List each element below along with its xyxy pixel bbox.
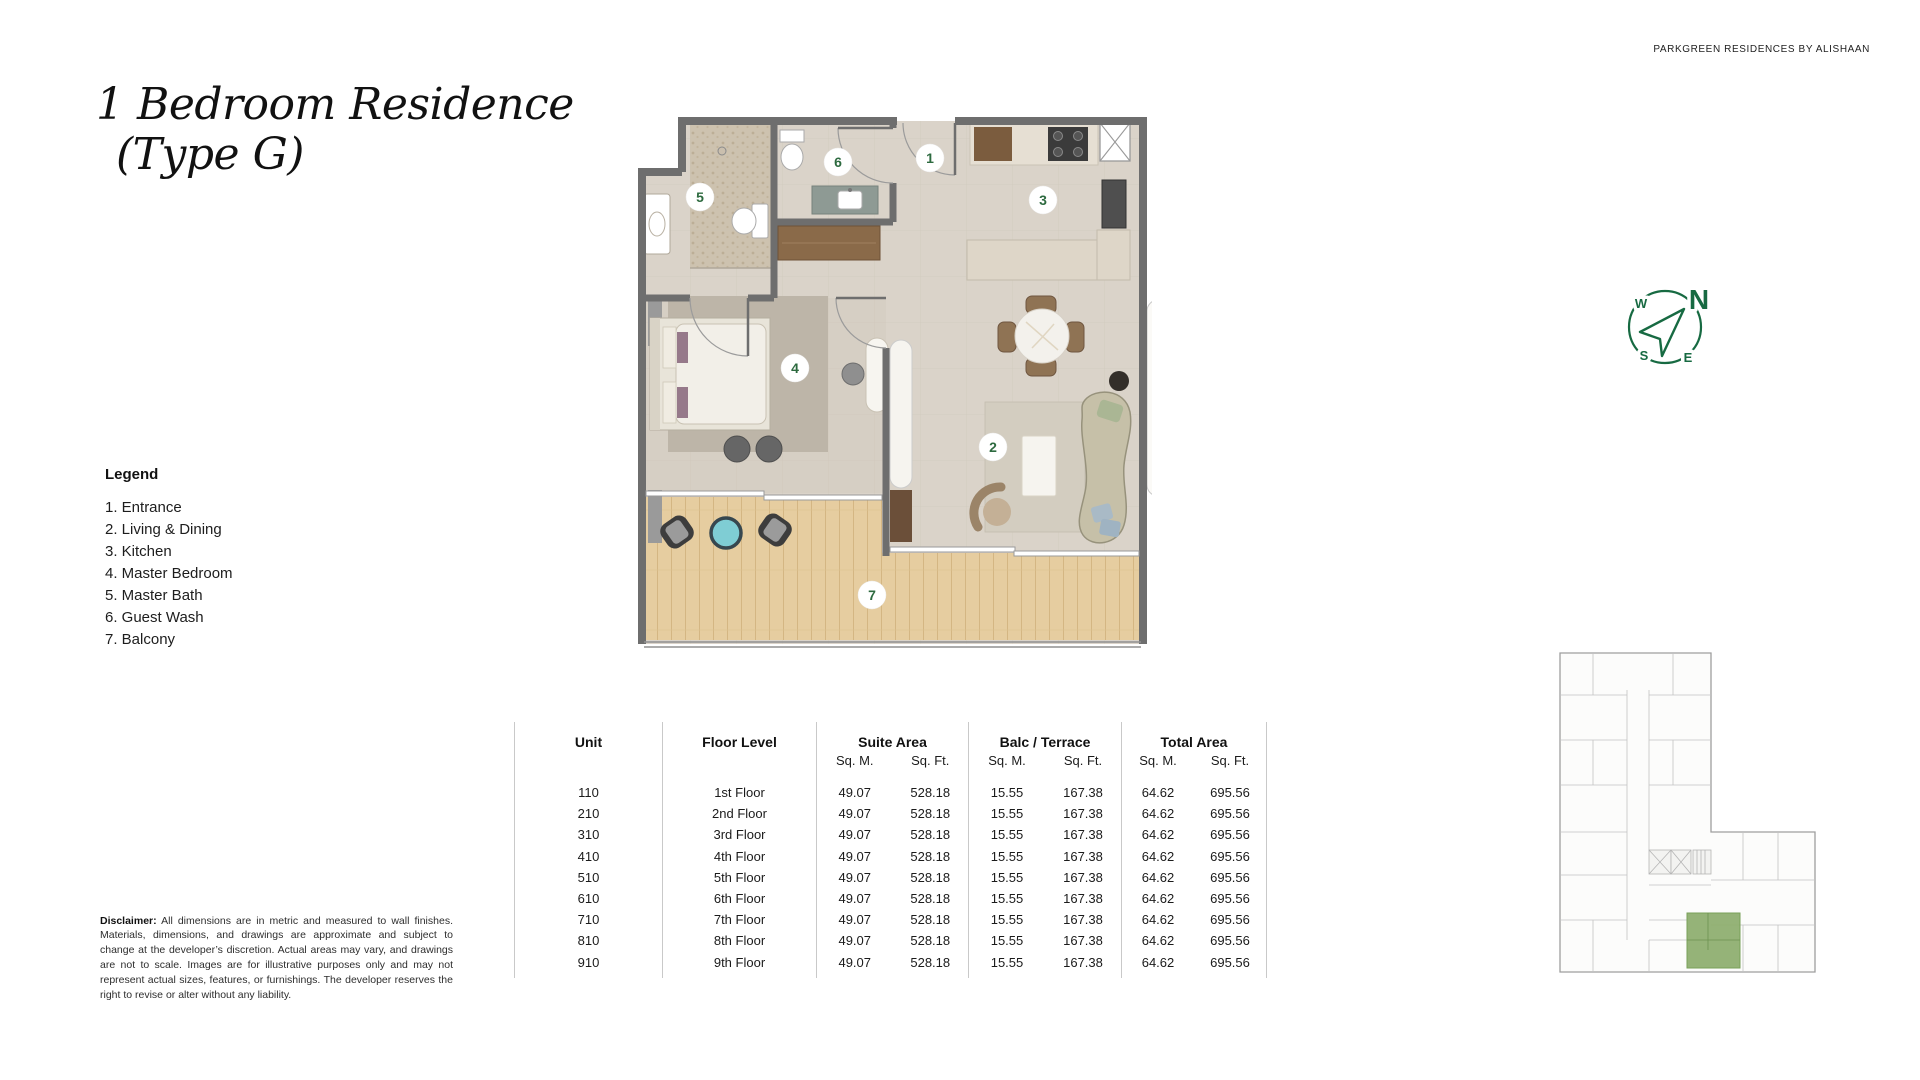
table-row-cell: 15.55 167.38 [990,912,1103,928]
marker-2 [979,433,1007,461]
table-row-cell: 9th Floor [713,954,766,970]
legend-item: 1. Entrance [105,499,182,516]
table-row-cell: 49.07 528.18 [838,912,951,928]
svg-text:7: 7 [868,587,876,603]
table-row-cell: 7th Floor [713,912,766,928]
table-row-cell: 64.62 695.56 [1141,806,1250,822]
svg-text:6: 6 [834,154,842,170]
table-col-floor [662,722,816,978]
key-plan-core [1649,850,1711,874]
fridge [1102,180,1126,228]
table-row-cell: 64.62 695.56 [1141,933,1250,949]
table-row-cell: 64.62 695.56 [1141,869,1250,885]
unit-table [514,722,1267,978]
disclaimer-label: Disclaimer: [100,914,157,927]
col-header-balc: Balc / Terrace [999,734,1091,750]
table-row-cell: 510 [577,869,600,885]
key-plan [1553,650,1838,980]
legend-list [105,497,233,651]
svg-text:2: 2 [989,439,997,455]
svg-text:3: 3 [1039,192,1047,208]
svg-text:1: 1 [926,150,934,166]
table-row-cell: 110 [578,785,599,800]
table-row-cell: 15.55 167.38 [990,806,1103,822]
table-row-cell: 6th Floor [713,890,766,906]
table-row-cell: 5th Floor [713,869,766,885]
table-row-cell: 15.55 167.38 [990,848,1103,864]
sofa [1079,392,1130,543]
coffee-table [1022,436,1056,496]
table-row-cell: 310 [577,827,600,843]
table-row-cell: 15.55 167.38 [990,890,1103,906]
table-row-cell: 1st Floor [714,785,765,800]
table-row-cell: 15.55 167.38 [990,933,1103,949]
table-row-cell: 4th Floor [713,848,766,864]
title-line-2: (Type G) [116,129,304,180]
marker-5 [686,183,714,211]
table-row-cell: 15.55 167.38 [990,869,1103,885]
table-row-cell: 49.07 528.18 [838,890,951,906]
table-row-cell: 49.07 528.18 [838,785,951,800]
legend-item: 6. Guest Wash [105,609,204,626]
table-row-cell: 64.62 695.56 [1141,890,1250,906]
svg-text:4: 4 [791,360,799,376]
table-row-cell: 49.07 528.18 [838,848,951,864]
subheader-sqm: Sq. M. [988,753,1026,768]
pouf [756,436,782,462]
table-row-cell: 810 [577,933,600,949]
floor-plan [628,104,1152,656]
table-row-cell: 49.07 528.18 [838,933,951,949]
marker-7 [858,581,886,609]
col-header-floor: Floor Level [702,734,777,750]
table-row-cell: 64.62 695.56 [1141,785,1250,800]
compass-w: W [1634,296,1648,311]
legend-heading: Legend [105,466,159,483]
table-row-cell: 15.55 167.38 [990,954,1103,970]
marker-4 [781,354,809,382]
subheader-sqm: Sq. M. [835,753,874,768]
table-col-balc [968,722,1121,978]
subheader-sqm: Sq. M. [1139,753,1177,768]
subheader-sqft: Sq. Ft. [911,753,950,768]
table-row-cell: 610 [577,890,600,906]
table-col-unit [514,722,662,978]
table-row-cell: 64.62 695.56 [1141,954,1250,970]
subheader-sqft: Sq. Ft. [1210,753,1250,768]
svg-text:5: 5 [696,189,704,205]
subheader-sqft: Sq. Ft. [1063,753,1103,768]
col-header-total: Total Area [1160,734,1228,750]
bed [650,318,770,430]
table-row-cell: 2nd Floor [712,806,767,822]
title-line-1: 1 Bedroom Residence [96,79,574,130]
side-table [1109,371,1129,391]
marker-1 [916,144,944,172]
compass-n: N [1688,284,1710,315]
disclaimer-text: All dimensions are in metric and measured to wall finishes. Materials, dimensions, and drawings are approximate and subject to change at the developer’s discretion. Actual areas may vary, and drawings are not to scale. Images are for illustrative purposes only and may not represent actual sizes, features, or furnishings. The developer reserves the right to revise or alter without any liability. [100,914,453,1002]
table-row-cell: 8th Floor [713,933,766,949]
col-header-unit: Unit [574,734,603,750]
table-row-cell: 49.07 528.18 [838,806,951,822]
table-row-cell: 64.62 695.56 [1141,912,1250,928]
table-row-cell: 49.07 528.18 [838,869,951,885]
key-plan-highlight [1687,913,1740,968]
pouf [724,436,750,462]
page-title [96,80,574,180]
compass-icon [1598,272,1733,387]
legend [105,466,233,651]
table-row-cell: 710 [577,912,600,928]
compass-s: S [1639,348,1649,363]
table-row-cell: 15.55 167.38 [990,785,1103,800]
legend-item: 5. Master Bath [105,587,203,604]
table-row-cell: 64.62 695.56 [1141,827,1250,843]
table-col-suite [816,722,968,978]
table-row-cell: 49.07 528.18 [838,954,951,970]
table-row-cell: 15.55 167.38 [990,827,1103,843]
col-header-suite: Suite Area [858,734,927,750]
marker-6 [824,148,852,176]
disclaimer [100,914,453,1003]
chair [842,363,864,385]
marker-3 [1029,186,1057,214]
legend-item: 7. Balcony [105,631,176,648]
compass-e: E [1683,350,1693,365]
legend-item: 3. Kitchen [105,543,172,560]
table-row-cell: 210 [577,806,600,822]
table-row-cell: 64.62 695.56 [1141,848,1250,864]
brand-text: PARKGREEN RESIDENCES BY ALISHAAN [1653,44,1870,55]
legend-item: 2. Living & Dining [105,521,222,538]
table-row-cell: 49.07 528.18 [838,827,951,843]
table-row-cell: 410 [577,848,600,864]
table-col-total [1121,722,1267,978]
table-row-cell: 910 [577,954,600,970]
table-row-cell: 3rd Floor [713,827,766,843]
legend-item: 4. Master Bedroom [105,565,233,582]
